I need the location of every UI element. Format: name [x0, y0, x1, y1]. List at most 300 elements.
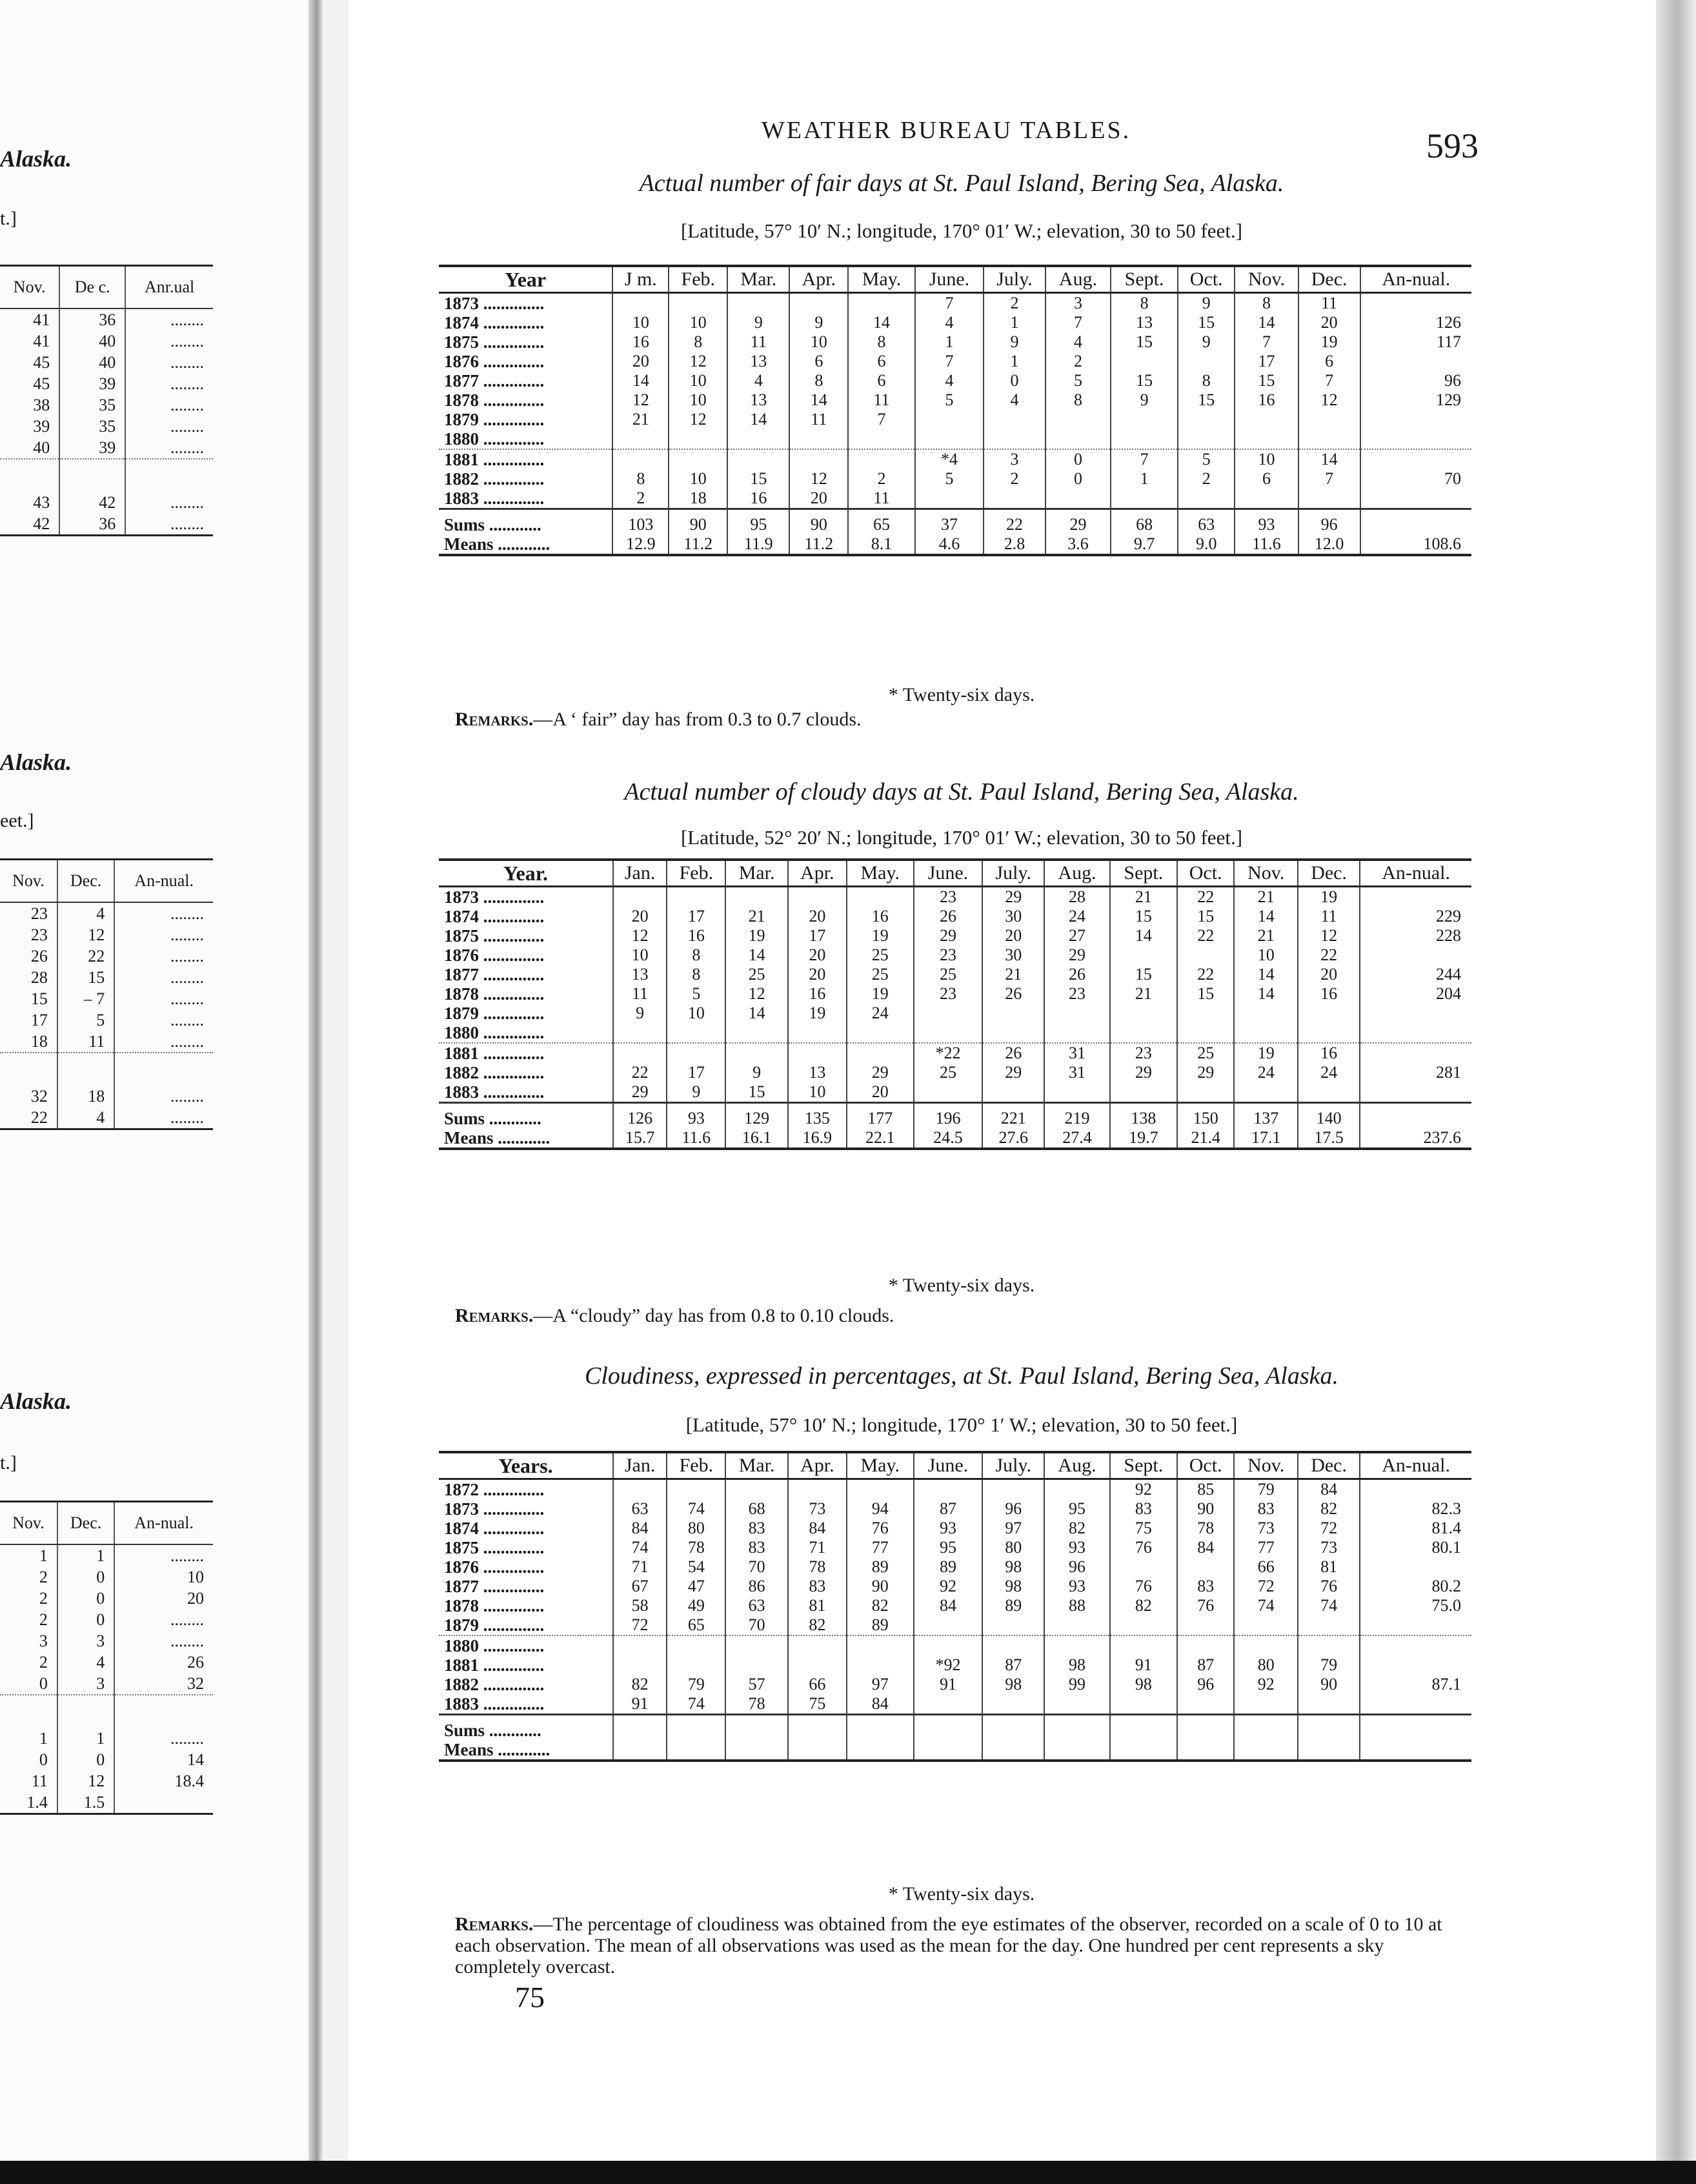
table-cell: 15 [1177, 907, 1235, 926]
table-cell: 13 [727, 390, 789, 410]
table-cell [789, 429, 848, 449]
table-cell: 89 [982, 1596, 1044, 1615]
table-cell [1234, 1694, 1298, 1715]
table-cell: 196 [914, 1103, 983, 1129]
table-cell: 86 [725, 1577, 787, 1596]
table-cell: 15 [1110, 965, 1177, 984]
table-cell: 20 [788, 907, 847, 926]
table-cell: 29 [1045, 509, 1111, 535]
table-cell [1360, 1655, 1471, 1675]
table-cell [1298, 1740, 1360, 1761]
fair-days-table [439, 265, 1471, 556]
table-cell [1111, 489, 1178, 509]
column-header: Sept. [1110, 1452, 1177, 1479]
column-header: Dec. [1298, 1452, 1360, 1479]
table-cell: 10 [669, 469, 727, 489]
column-header: Year. [439, 860, 613, 887]
cloudiness-table [439, 1451, 1471, 1762]
table-cell [847, 1043, 914, 1063]
table-cell: 96 [982, 1499, 1044, 1519]
table-cell: 15 [1178, 313, 1235, 332]
table-cell: 82 [847, 1596, 914, 1615]
table-cell: 74 [1298, 1596, 1360, 1615]
table-cell: 8 [1045, 390, 1111, 410]
column-header: July. [982, 1452, 1044, 1479]
table-cell: 1 [915, 332, 984, 352]
table-cell [1360, 1043, 1471, 1063]
table-cell: 36 [59, 308, 125, 330]
table-cell [1044, 1004, 1110, 1023]
table-cell: 19 [847, 926, 914, 945]
table-cell: 42 [59, 492, 125, 513]
table-cell: 66 [788, 1675, 847, 1694]
table-row [439, 1004, 1471, 1023]
table-cell: 23 [914, 945, 983, 965]
cloudiness-title: Cloudiness, expressed in percentages, at St. Paul Island, Bering Sea, Alaska. [585, 1362, 1338, 1390]
table-cell [1110, 1615, 1177, 1635]
table-cell: 96 [1044, 1557, 1110, 1577]
table-cell [1360, 1694, 1471, 1715]
table-cell: 19 [788, 1004, 847, 1023]
row-label: Means ............ [444, 534, 550, 554]
table-cell: 84 [613, 1519, 667, 1538]
table-row [439, 1499, 1471, 1519]
table-cell [1360, 887, 1471, 907]
table-cell: 18 [30, 1031, 48, 1051]
table-cell: 14 [848, 313, 914, 332]
table-cell: 42 [33, 514, 50, 533]
table-cell [613, 1479, 667, 1500]
right-page-edge [1656, 0, 1696, 2184]
table-cell [612, 429, 669, 449]
table-cell: 6 [1298, 352, 1360, 371]
table-row [0, 988, 213, 1009]
table-cell: 16.9 [788, 1128, 847, 1149]
page-number: 593 [1426, 126, 1479, 165]
gaprow-row [439, 1023, 1471, 1043]
column-header: Sept. [1111, 266, 1178, 293]
header-row [439, 266, 1471, 293]
table-cell: 23 [914, 887, 983, 907]
table-cell [725, 1635, 787, 1655]
table-cell: 22 [984, 509, 1045, 535]
remarks-text: —A “cloudy” day has from 0.8 to 0.10 clouds. [533, 1305, 894, 1326]
table-cell [59, 459, 125, 492]
table-cell: 16 [1298, 984, 1360, 1004]
table-cell: 26 [114, 1652, 213, 1673]
fair-days-remarks [455, 709, 1462, 730]
table-cell [1298, 1082, 1360, 1103]
row-label: 1880 .............. [439, 429, 612, 449]
table-cell: 103 [612, 509, 669, 535]
table-cell [915, 429, 984, 449]
table-cell: 98 [982, 1557, 1044, 1577]
table-cell: 11.9 [727, 534, 789, 555]
table-cell [725, 1655, 787, 1675]
table-cell: 8 [612, 469, 669, 489]
table-cell: 24 [1234, 1063, 1298, 1082]
table-cell: 63 [1178, 509, 1235, 535]
row-label: 1880 .............. [444, 1636, 545, 1655]
table-cell [847, 1023, 914, 1043]
table-cell: 83 [725, 1519, 787, 1538]
table-cell: 9 [1111, 390, 1178, 410]
table-cell [725, 1023, 787, 1043]
row-label: 1878 .............. [444, 984, 545, 1004]
table-cell: 3 [57, 1630, 114, 1652]
table-cell: 96 [1360, 371, 1471, 390]
table-cell [725, 1740, 787, 1761]
table-cell: 8.1 [848, 534, 914, 555]
table-cell: 5 [57, 1009, 114, 1031]
table-cell: 14 [725, 945, 787, 965]
table-cell: 54 [667, 1557, 725, 1577]
table-row [0, 1630, 213, 1652]
left-table-3 [0, 1501, 213, 1815]
table-cell: 49 [667, 1596, 725, 1615]
table-cell: 78 [725, 1694, 787, 1715]
table-cell: 95 [1044, 1499, 1110, 1519]
table-cell [612, 449, 669, 469]
table-cell: 80 [982, 1538, 1044, 1557]
table-cell: 11 [57, 1031, 114, 1053]
left-table-2 [0, 858, 213, 1130]
table-row [439, 965, 1471, 984]
cloudy-days-remarks [455, 1305, 1462, 1326]
table-cell: 9 [984, 332, 1045, 352]
table-cell: 36 [59, 513, 125, 536]
table-cell: 17 [1235, 352, 1298, 371]
table-row [0, 352, 213, 373]
table-cell: 24 [1044, 907, 1110, 926]
table-cell: 87.1 [1360, 1675, 1471, 1694]
table-cell [613, 887, 667, 907]
table-cell: 83 [1234, 1499, 1298, 1519]
table-cell: 21 [1234, 887, 1298, 907]
table-cell [725, 1043, 787, 1063]
table-cell: 13 [727, 352, 789, 371]
means-row [439, 1740, 1471, 1761]
table-cell: 82.3 [1360, 1499, 1471, 1519]
table-cell: 11 [727, 332, 789, 352]
column-header: May. [848, 266, 914, 293]
table-row [439, 352, 1471, 371]
table-cell: 8 [669, 332, 727, 352]
table-cell: 0 [1045, 449, 1111, 469]
table-cell: ........ [125, 437, 213, 459]
table-cell: 20 [847, 1082, 914, 1103]
table-cell: 18 [57, 1086, 114, 1107]
row-label: 1876 .............. [444, 352, 545, 371]
table-cell [1044, 1479, 1110, 1500]
table-cell: ........ [114, 967, 213, 988]
table-cell: 15 [725, 1082, 787, 1103]
table-cell: 5 [667, 984, 725, 1004]
row-label: Means ............ [444, 1740, 550, 1759]
table-cell: 4.6 [915, 534, 984, 555]
table-cell: 29 [982, 887, 1044, 907]
table-cell: 219 [1044, 1103, 1110, 1129]
table-row [0, 1652, 213, 1673]
table-cell [1177, 1715, 1235, 1741]
column-header: Oct. [1177, 1452, 1235, 1479]
row-label: 1881 .............. [444, 450, 545, 469]
table-cell [613, 1023, 667, 1043]
table-cell: 150 [1177, 1103, 1235, 1129]
table-cell: 15 [1111, 371, 1178, 390]
table-cell: 57 [725, 1675, 787, 1694]
table-cell: 72 [1234, 1577, 1298, 1596]
table-cell: 40 [33, 438, 50, 457]
table-cell: 63 [725, 1596, 787, 1615]
table-cell: 17 [30, 1010, 48, 1029]
table-cell [1234, 1023, 1298, 1043]
row-label: 1873 .............. [444, 887, 545, 907]
table-row [0, 308, 213, 330]
table-cell: 14 [1234, 965, 1298, 984]
table-cell: 3.6 [1045, 534, 1111, 555]
table-cell: 7 [915, 293, 984, 314]
table-cell: 87 [982, 1655, 1044, 1675]
table-row [439, 1557, 1471, 1577]
table-cell: 3 [984, 449, 1045, 469]
column-header: De c. [59, 266, 125, 309]
table-cell: 79 [667, 1675, 725, 1694]
table-cell: 98 [1110, 1675, 1177, 1694]
table-cell: 99 [1044, 1675, 1110, 1694]
table-cell [848, 449, 914, 469]
table-cell: 37 [915, 509, 984, 535]
table-cell [1044, 1635, 1110, 1655]
table-cell: 12 [57, 924, 114, 945]
remarks-text: —A ‘ fair” day has from 0.3 to 0.7 clouds. [533, 709, 862, 730]
table-cell: 80 [1234, 1655, 1298, 1675]
table-cell: 66 [1234, 1557, 1298, 1577]
table-cell: ........ [114, 1609, 213, 1630]
table-cell: 89 [847, 1557, 914, 1577]
column-header: Feb. [667, 860, 725, 887]
column-header: Nov. [0, 860, 57, 903]
table-cell: ........ [114, 945, 213, 967]
table-cell: 30 [982, 907, 1044, 926]
column-header: Dec. [1298, 266, 1360, 293]
table-row [0, 513, 213, 536]
table-cell: 76 [1298, 1577, 1360, 1596]
table-cell: 2 [39, 1610, 48, 1629]
table-cell: 20 [613, 907, 667, 926]
table-cell: ........ [114, 1728, 213, 1749]
table-cell: 14 [789, 390, 848, 410]
table-row [439, 313, 1471, 332]
table-cell: 78 [788, 1557, 847, 1577]
table-row [0, 1749, 213, 1770]
table-cell: 19.7 [1110, 1128, 1177, 1149]
table-cell: 93 [1044, 1538, 1110, 1557]
table-cell: 23 [914, 984, 983, 1004]
table-row [439, 1043, 1471, 1063]
column-header: July. [984, 266, 1045, 293]
table-cell: 91 [914, 1675, 983, 1694]
table-cell [1360, 1103, 1471, 1129]
table-row [439, 332, 1471, 352]
row-label: Means ............ [444, 1128, 550, 1148]
table-cell: 126 [1360, 313, 1471, 332]
table-cell: 237.6 [1360, 1128, 1471, 1149]
table-cell: 135 [788, 1103, 847, 1129]
table-cell: 12 [789, 469, 848, 489]
table-cell: 25 [847, 965, 914, 984]
column-header: Sept. [1110, 860, 1177, 887]
row-label: 1877 .............. [444, 371, 545, 390]
table-cell [914, 1004, 983, 1023]
table-cell: ........ [125, 416, 213, 437]
table-cell: 26 [1044, 965, 1110, 984]
table-cell [667, 887, 725, 907]
table-cell: ........ [114, 988, 213, 1009]
table-cell: ........ [114, 1086, 213, 1107]
cloudiness-remarks [455, 1914, 1462, 1977]
table-cell [1110, 1082, 1177, 1103]
table-cell [982, 1694, 1044, 1715]
table-cell: 17.1 [1234, 1128, 1298, 1149]
table-cell: 281 [1360, 1063, 1471, 1082]
table-cell: 29 [914, 926, 983, 945]
table-cell: 25 [914, 965, 983, 984]
left-sub-2: eet.] [0, 810, 34, 831]
table-cell: 10 [1235, 449, 1298, 469]
table-cell [1044, 1082, 1110, 1103]
table-cell: 14 [1234, 907, 1298, 926]
table-row [0, 437, 213, 459]
table-cell [1298, 1694, 1360, 1715]
table-cell: 40 [59, 352, 125, 373]
table-cell [788, 1655, 847, 1675]
table-cell: 65 [848, 509, 914, 535]
table-cell [1178, 489, 1235, 509]
table-cell: 76 [847, 1519, 914, 1538]
table-cell: 40 [59, 330, 125, 352]
table-cell [1360, 293, 1471, 314]
table-cell [982, 1740, 1044, 1761]
table-row [0, 1009, 213, 1031]
table-cell: 90 [847, 1577, 914, 1596]
table-row [439, 390, 1471, 410]
table-cell: 20 [1298, 965, 1360, 984]
table-cell: 16 [1298, 1043, 1360, 1063]
table-cell: 126 [613, 1103, 667, 1129]
table-row [439, 469, 1471, 489]
table-cell: 5 [1178, 449, 1235, 469]
table-cell: 75 [788, 1694, 847, 1715]
table-cell: 41 [33, 310, 50, 329]
table-cell: 7 [1045, 313, 1111, 332]
row-label: 1880 .............. [439, 1023, 613, 1043]
table-cell: 4 [915, 313, 984, 332]
table-cell: 14 [725, 1004, 787, 1023]
table-cell: 73 [788, 1499, 847, 1519]
table-cell: 24.5 [914, 1128, 983, 1149]
row-label: 1883 .............. [444, 489, 545, 508]
table-cell: 20 [612, 352, 669, 371]
table-row [439, 1655, 1471, 1675]
table-cell [727, 449, 789, 469]
column-header: J m. [612, 266, 669, 293]
table-cell: 11 [848, 390, 914, 410]
table-cell [1234, 1635, 1298, 1655]
table-cell [1110, 1740, 1177, 1761]
table-cell: 0 [984, 371, 1045, 390]
table-row [439, 1519, 1471, 1538]
table-row [439, 1596, 1471, 1615]
table-cell: 0 [57, 1566, 114, 1588]
column-header: July. [982, 860, 1044, 887]
table-cell: 73 [1234, 1519, 1298, 1538]
table-cell: 6 [789, 352, 848, 371]
table-cell: 27.4 [1044, 1128, 1110, 1149]
table-row [0, 1544, 213, 1566]
table-row [0, 1588, 213, 1609]
table-cell [57, 1695, 114, 1728]
table-row [0, 902, 213, 924]
table-cell: 97 [982, 1519, 1044, 1538]
table-cell [1360, 429, 1471, 449]
gaprow-row [439, 429, 1471, 449]
table-cell: 5 [1045, 371, 1111, 390]
table-cell: 35 [59, 416, 125, 437]
table-cell: 83 [788, 1577, 847, 1596]
table-cell: 70 [1360, 469, 1471, 489]
table-cell: 26 [982, 1043, 1044, 1063]
table-cell: 74 [667, 1694, 725, 1715]
row-label: 1875 .............. [444, 1538, 545, 1557]
table-cell: 3 [39, 1631, 48, 1650]
table-cell [1360, 1023, 1471, 1043]
table-cell: 21 [612, 410, 669, 429]
table-cell: 129 [725, 1103, 787, 1129]
table-row [439, 449, 1471, 469]
table-cell: 70 [725, 1557, 787, 1577]
column-header: Dec. [1298, 860, 1360, 887]
table-cell: ........ [125, 492, 213, 513]
table-cell: 15 [1235, 371, 1298, 390]
table-cell: 32 [114, 1673, 213, 1695]
table-cell [788, 1043, 847, 1063]
table-cell: 16.1 [725, 1128, 787, 1149]
table-cell [1044, 1715, 1110, 1741]
table-cell: 19 [1234, 1043, 1298, 1063]
table-cell: 9 [725, 1063, 787, 1082]
table-cell: 71 [613, 1557, 667, 1577]
table-cell: 10 [669, 371, 727, 390]
table-cell [1360, 1479, 1471, 1500]
table-cell: 17 [667, 907, 725, 926]
table-cell: 80.2 [1360, 1577, 1471, 1596]
remarks-label: Remarks. [455, 709, 534, 730]
table-cell: 11.6 [667, 1128, 725, 1149]
table-cell [1044, 1694, 1110, 1715]
table-cell: 20 [982, 926, 1044, 945]
table-cell: 84 [914, 1596, 983, 1615]
row-label: 1879 .............. [444, 410, 545, 429]
table-cell: 19 [847, 984, 914, 1004]
table-cell: 2 [984, 293, 1045, 314]
table-cell: 12 [1298, 926, 1360, 945]
table-cell: 74 [1234, 1596, 1298, 1615]
table-cell: 15 [1111, 332, 1178, 352]
table-row [0, 1673, 213, 1695]
column-header: Jan. [613, 1452, 667, 1479]
table-cell [114, 1792, 213, 1814]
